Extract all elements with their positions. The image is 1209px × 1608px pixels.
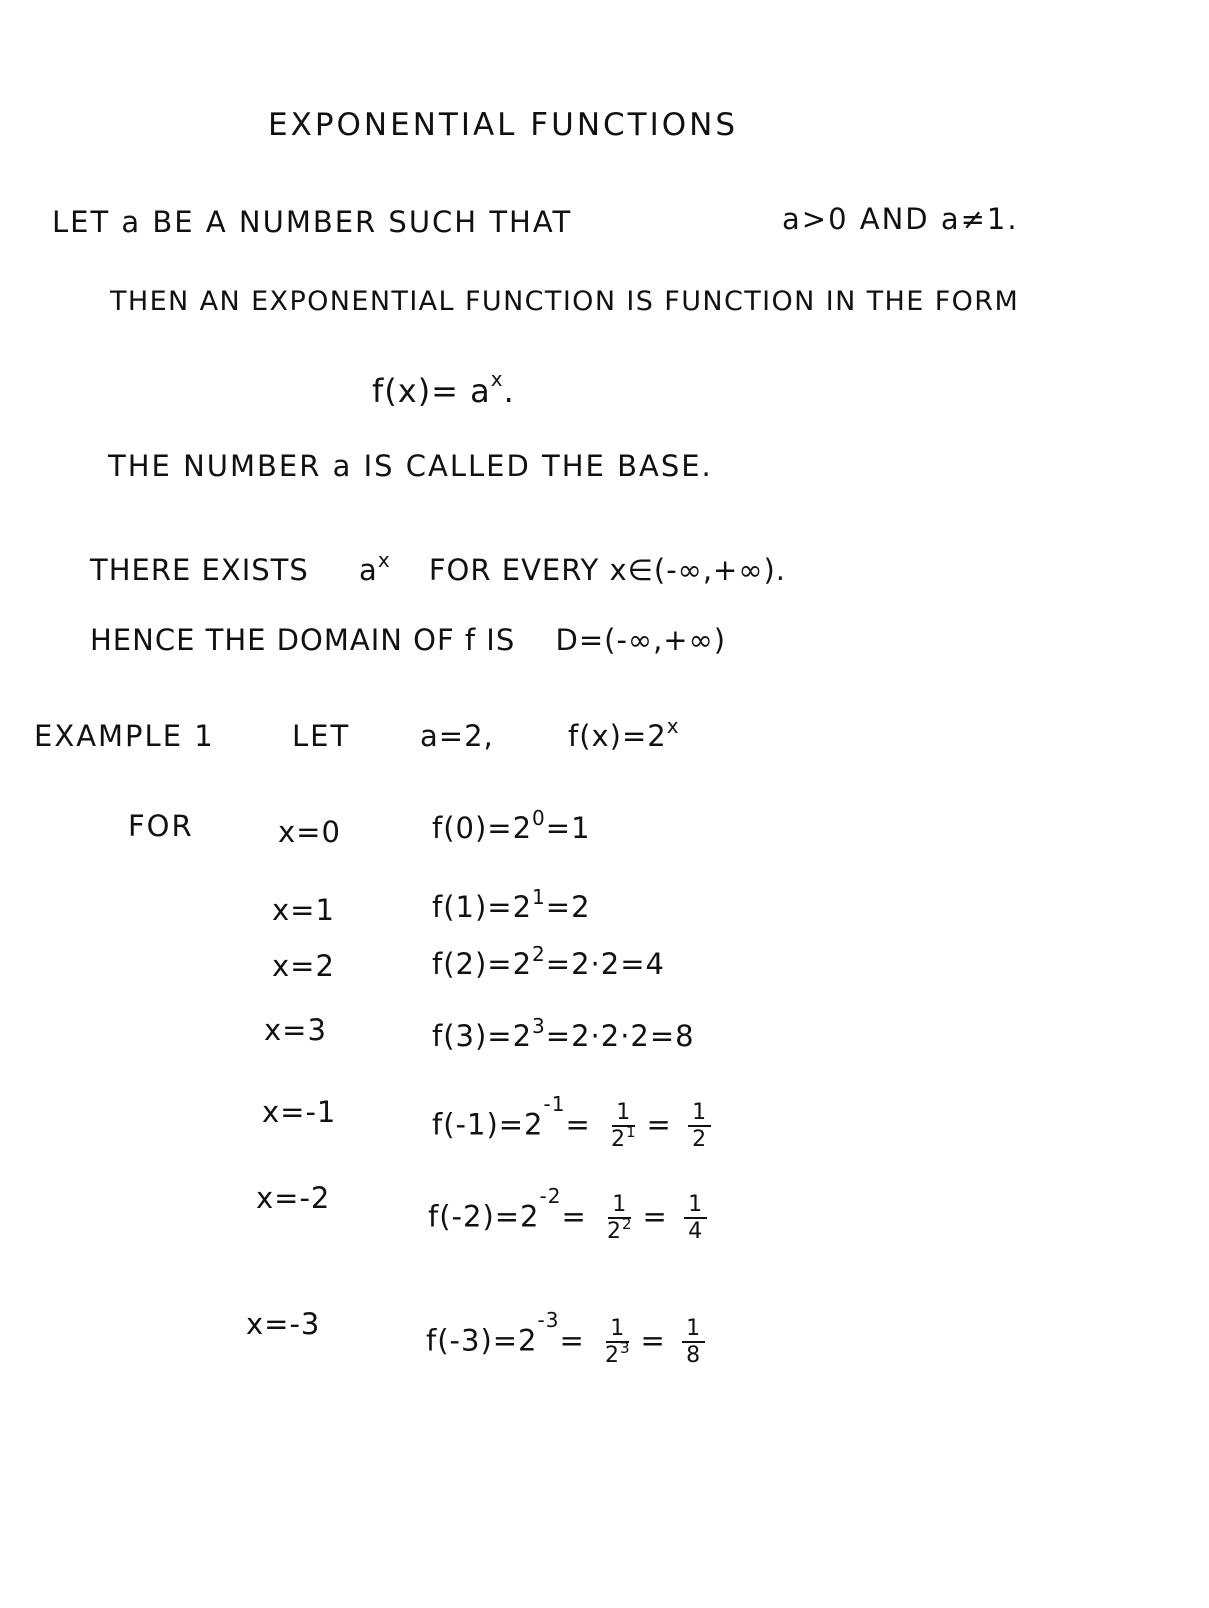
denominator-base: 2 xyxy=(611,1127,626,1153)
example-function-exponent: x xyxy=(666,714,680,738)
page-title: EXPONENTIAL FUNCTIONS xyxy=(268,107,738,143)
evaluation-lhs: f(-1)=2 xyxy=(432,1107,544,1142)
formula-base: f(x)= a xyxy=(372,372,491,410)
fraction-denominator: 4 xyxy=(688,1219,704,1245)
domain-hence-text: HENCE THE DOMAIN OF f IS xyxy=(90,623,516,657)
fraction-denominator: 8 xyxy=(686,1343,702,1369)
fraction-power xyxy=(601,1316,635,1369)
evaluation-equals: = xyxy=(640,1323,666,1358)
formula-end: . xyxy=(503,372,515,410)
for-label: FOR xyxy=(128,809,194,843)
evaluation xyxy=(432,885,591,924)
evaluation-exponent: -1 xyxy=(543,1092,566,1116)
x-value: x=0 xyxy=(278,815,341,849)
fraction-numerator: 1 xyxy=(682,1316,705,1343)
fraction-denominator xyxy=(601,1339,635,1369)
domain-base: a xyxy=(359,553,378,587)
domain-every-text: FOR EVERY x∈(-∞,+∞). xyxy=(428,553,787,587)
evaluation-rhs: =2·2=4 xyxy=(545,947,665,981)
fraction-numerator: 1 xyxy=(606,1316,629,1343)
fraction-denominator xyxy=(607,1123,641,1153)
domain-line-2 xyxy=(90,623,727,657)
definition-condition: a>0 AND a≠1. xyxy=(782,202,1019,236)
denominator-exponent: 1 xyxy=(626,1123,637,1142)
x-value: x=2 xyxy=(272,949,335,983)
denominator-exponent: 3 xyxy=(620,1339,631,1358)
denominator-base: 2 xyxy=(605,1343,620,1369)
example-base-definition: a=2, xyxy=(420,719,494,753)
fraction-result xyxy=(682,1316,705,1369)
example-let: LET xyxy=(292,719,351,753)
evaluation xyxy=(432,1014,695,1053)
domain-value: D=(-∞,+∞) xyxy=(555,623,727,657)
evaluation-lhs: f(1)=2 xyxy=(432,890,533,924)
example-function xyxy=(568,714,680,753)
domain-exists-text: THERE EXISTS xyxy=(90,553,309,587)
x-value: x=1 xyxy=(272,893,335,927)
evaluation-lhs: f(3)=2 xyxy=(432,1019,533,1053)
evaluation xyxy=(432,1092,717,1153)
evaluation xyxy=(432,942,665,981)
evaluation-equals: = xyxy=(559,1323,585,1358)
evaluation-exponent: -3 xyxy=(537,1308,560,1332)
evaluation-rhs: =2 xyxy=(545,890,591,924)
fraction-power xyxy=(603,1192,637,1245)
evaluation-lhs: f(-2)=2 xyxy=(428,1199,540,1234)
evaluation-equals: = xyxy=(565,1107,591,1142)
fraction-denominator xyxy=(603,1215,637,1245)
x-value: x=-2 xyxy=(256,1181,331,1215)
definition-line-2: THEN AN EXPONENTIAL FUNCTION IS FUNCTION IN THE FORM xyxy=(110,286,1020,317)
evaluation-exponent: -2 xyxy=(539,1184,562,1208)
evaluation-rhs: =2·2·2=8 xyxy=(545,1019,695,1053)
exponential-formula xyxy=(372,367,515,410)
x-value: x=-1 xyxy=(262,1095,337,1129)
denominator-exponent: 2 xyxy=(622,1215,633,1234)
evaluation-rhs: =1 xyxy=(545,811,591,845)
fraction-denominator: 2 xyxy=(692,1127,708,1153)
fraction-numerator: 1 xyxy=(688,1100,711,1127)
fraction-result xyxy=(684,1192,707,1245)
x-value: x=3 xyxy=(264,1013,327,1047)
evaluation-exponent: 1 xyxy=(532,885,546,909)
evaluation-lhs: f(2)=2 xyxy=(432,947,533,981)
fraction-numerator: 1 xyxy=(608,1192,631,1219)
evaluation-equals: = xyxy=(642,1199,668,1234)
domain-line-1 xyxy=(90,548,787,587)
fraction-numerator: 1 xyxy=(612,1100,635,1127)
fraction-numerator: 1 xyxy=(684,1192,707,1219)
evaluation xyxy=(432,806,591,845)
fraction-result xyxy=(688,1100,711,1153)
evaluation-exponent: 2 xyxy=(532,942,546,966)
example-label: EXAMPLE 1 xyxy=(34,719,215,753)
evaluation-exponent: 0 xyxy=(532,806,546,830)
evaluation-lhs: f(-3)=2 xyxy=(426,1323,538,1358)
evaluation-lhs: f(0)=2 xyxy=(432,811,533,845)
denominator-base: 2 xyxy=(607,1219,622,1245)
evaluation xyxy=(428,1184,713,1245)
x-value: x=-3 xyxy=(246,1307,321,1341)
evaluation-equals: = xyxy=(561,1199,587,1234)
example-function-base: f(x)=2 xyxy=(568,719,667,753)
evaluation-exponent: 3 xyxy=(532,1014,546,1038)
evaluation xyxy=(426,1308,711,1369)
fraction-power xyxy=(607,1100,641,1153)
formula-exponent: x xyxy=(490,367,504,391)
definition-line-1: LET a BE A NUMBER SUCH THAT xyxy=(52,205,573,239)
domain-exponent: x xyxy=(377,548,391,572)
base-note: THE NUMBER a IS CALLED THE BASE. xyxy=(108,449,713,483)
evaluation-equals: = xyxy=(646,1107,672,1142)
